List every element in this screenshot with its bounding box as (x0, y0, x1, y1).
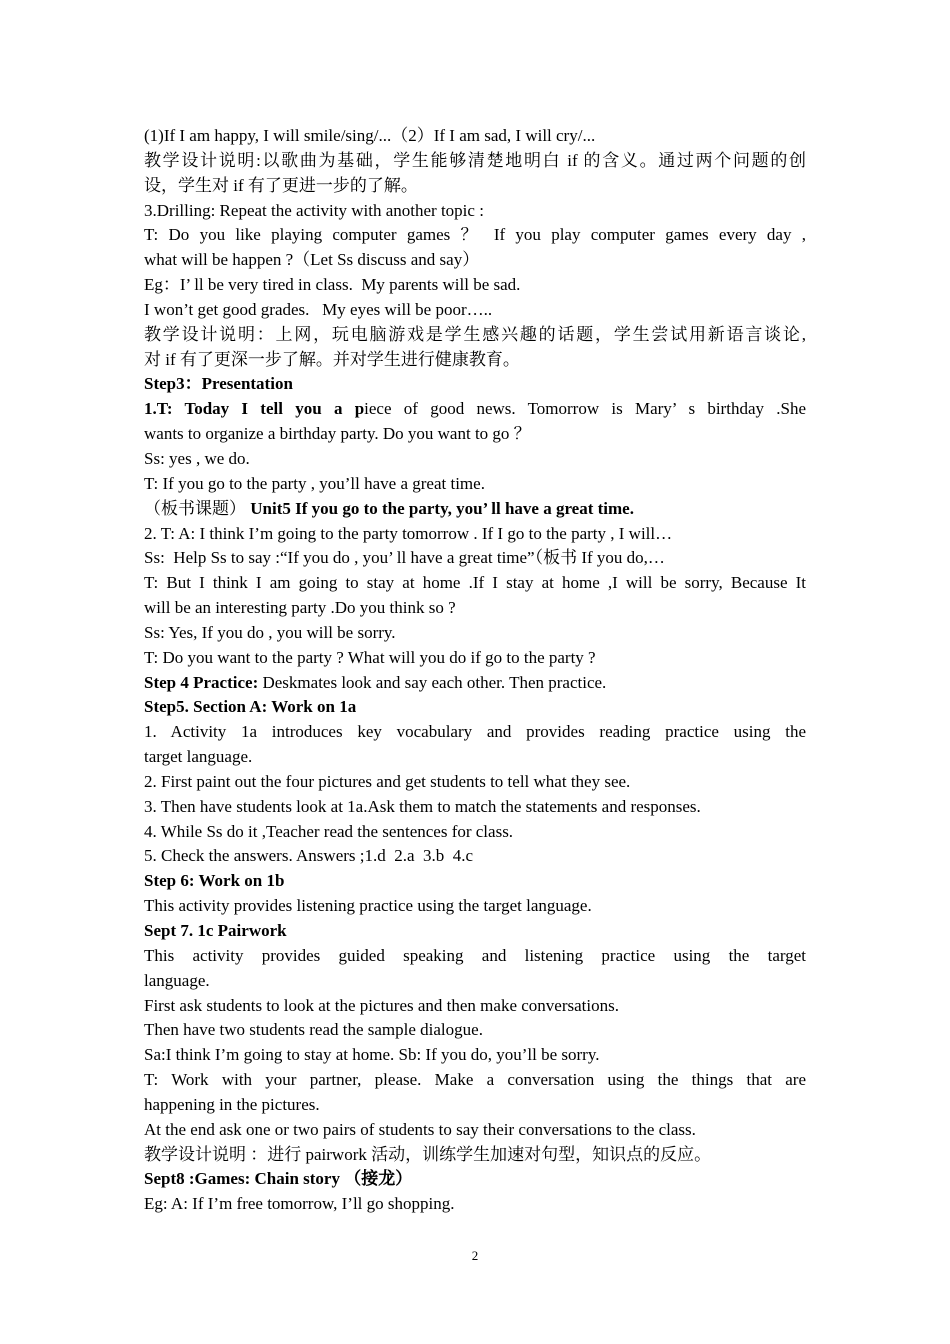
text-line-37: Then have two students read the sample dialogue. (144, 1020, 483, 1040)
step3-heading: Step3：Presentation (144, 374, 293, 394)
text-line-28: 3. Then have students look at 1a.Ask them to match the statements and responses. (144, 796, 701, 816)
text-line-35: language. (144, 970, 210, 990)
step6-heading: Step 6: Work on 1b (144, 871, 285, 891)
text-line-16 (144, 497, 806, 522)
text-line-13: wants to organize a birthday party. Do you want to go ？ (144, 424, 531, 444)
text-line-36: First ask students to look at the pictures and then make conversations. (144, 995, 619, 1015)
text-line-21: Ss: Yes, If you do , you will be sorry. (144, 622, 396, 642)
text-line-20: will be an interesting party .Do you think so ? (144, 598, 456, 618)
text-line-27: 2. First paint out the four pictures and get students to tell what they see. (144, 771, 631, 791)
page-number: 2 (471, 1248, 479, 1263)
step7-heading: Sept 7. 1c Pairwork (144, 921, 287, 940)
text-line-17: 2. T: A: I think I’m going to the party tomorrow . If I go to the party , I will… (144, 523, 673, 543)
text-line-18: Ss: Help Ss to say :“If you do , you’ ll have a great time”（板书 If you do,… (144, 548, 665, 568)
page-body (144, 124, 806, 1217)
text-line-29: 4. While Ss do it ,Teacher read the sentences for class. (144, 821, 514, 841)
text-line-9: 教学设计说明：上网，玩电脑游戏是学生感兴趣的话题，学生尝试用新语言谈论, (144, 324, 806, 344)
text-line-26: target language. (144, 747, 253, 767)
text-line-8: I won’t get good grades. My eyes will be poor….. (144, 299, 493, 319)
step4-heading: Step 4 Practice: (144, 672, 259, 692)
text-line-25: 1. Activity 1a introduces key vocabulary and provides reading practice using the (144, 722, 806, 742)
text-line-14: Ss: yes , we do. (144, 448, 250, 468)
text-line-1: (1)If I am happy, I will smile/sing/...（2）If I am sad, I will cry/... (144, 126, 596, 145)
text-line-34: This activity provides guided speaking and listening practice using the target (144, 945, 806, 965)
text-line-19: T: But I think I am going to stay at home .If I stay at home ,I will be sorry, Because It (144, 573, 806, 593)
text-line-23 (144, 671, 806, 696)
step3-item1-rest: iece of good news. Tomorrow is Mary’ s birthday .She (364, 399, 807, 419)
text-line-44: Eg: A: If I’m free tomorrow, I’ll go shopping. (144, 1194, 455, 1214)
step4-text: Deskmates look and say each other. Then practice. (258, 672, 607, 692)
board-title-label: （板书课题） (144, 498, 251, 518)
text-line-10: 对 if 有了更深一步了解。并对学生进行健康教育。 (144, 349, 520, 369)
step5-heading: Step5. Section A: Work on 1a (144, 697, 357, 717)
text-line-40: happening in the pictures. (144, 1094, 320, 1114)
text-line-41: At the end ask one or two pairs of students to say their conversations to the class. (144, 1119, 696, 1139)
unit-title: Unit5 If you go to the party, you’ ll have a great time. (250, 498, 634, 518)
text-line-39: T: Work with your partner, please. Make a conversation using the things that are (144, 1070, 806, 1090)
text-line-30: 5. Check the answers. Answers ;1.d 2.a 3.b 4.c (144, 846, 474, 866)
text-line-38: Sa:I think I’m going to stay at home. Sb: If you do, you’ll be sorry. (144, 1045, 600, 1065)
text-line-3: 设，学生对 if 有了更进一步的了解。 (144, 175, 418, 195)
text-line-4: 3.Drilling: Repeat the activity with another topic : (144, 200, 484, 220)
text-line-5: T: Do you like playing computer games ？ If you play computer games every day , (144, 225, 806, 245)
text-line-7: Eg：I’ ll be very tired in class. My parents will be sad. (144, 275, 521, 295)
text-line-12 (144, 397, 806, 422)
step8-heading: Sept8 :Games: Chain story （接龙） (144, 1169, 413, 1189)
text-line-15: T: If you go to the party , you’ll have a great time. (144, 473, 485, 493)
text-line-42: 教学设计说明 ：进行 pairwork 活动，训练学生加速对句型，知识点的反应。 (144, 1144, 712, 1164)
step3-item1-bold: 1.T: Today I tell you a p (144, 399, 365, 419)
text-line-6: what will be happen ?（Let Ss discuss and say） (144, 250, 480, 270)
text-line-2: 教学设计说明:以歌曲为基础，学生能够清楚地明白 if 的含义。通过两个问题的创 (144, 150, 806, 170)
text-line-32: This activity provides listening practice using the target language. (144, 896, 592, 916)
text-line-22: T: Do you want to the party ? What will you do if go to the party ? (144, 647, 596, 667)
